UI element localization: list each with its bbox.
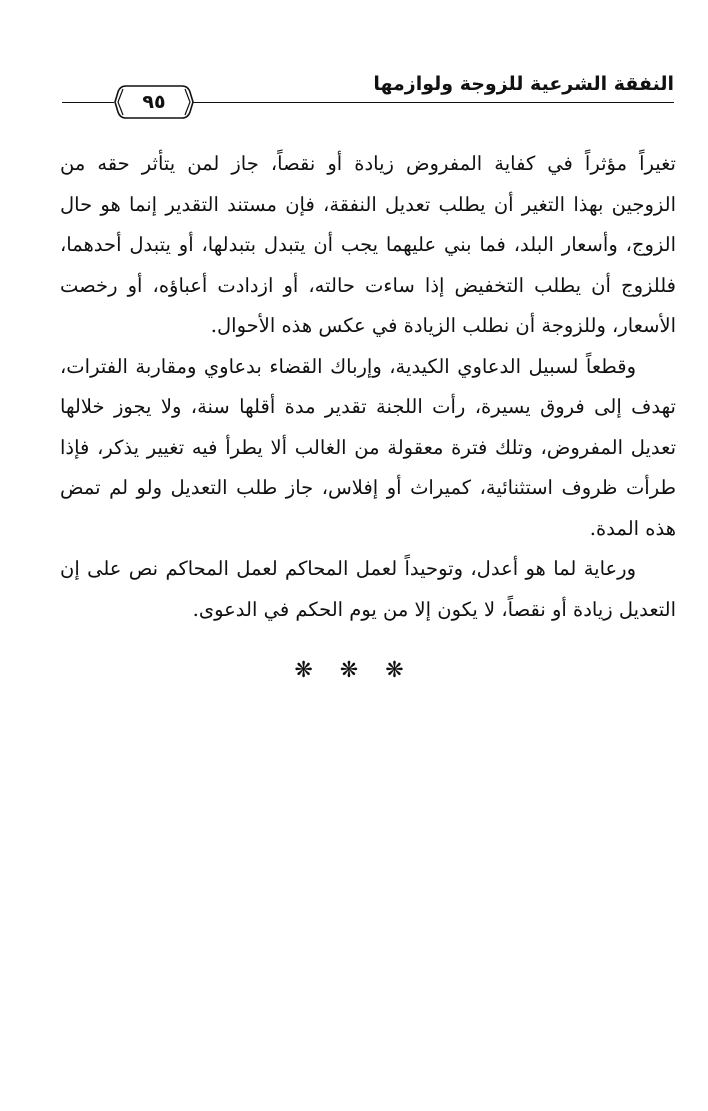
body-text [60,144,676,630]
section-separator: ❋ ❋ ❋ [294,658,414,683]
page-number-frame [114,84,194,120]
running-title: النفقة الشرعية للزوجة ولوازمها [373,73,674,95]
header-rule-left [62,102,114,103]
paragraph-1: تغيراً مؤثراً في كفاية المفروض زيادة أو نقصاً، جاز لمن يتأثر حقه من الزوجين بهذا التغير أن يطلب تعديل النفقة، فإن مستند التقدير إنما هو حال الزوج، وأسعار البلد، فما بني عليهما يجب أن يتبدل بتبدلها، أو يتبدل أحدهما، فللزوج أن يطلب التخفيض إذا ساءت حالته، أو ازدادت أعباؤه، أو رخصت الأسعار، وللزوجة أن نطلب الزيادة في عكس هذه الأحوال. [60,152,676,337]
page-number: ٩٥ [142,91,166,113]
paragraph-3: ورعاية لما هو أعدل، وتوحيداً لعمل المحاكم لعمل المحاكم نص على إن التعديل زيادة أو نقصاً، لا يكون إلا من يوم الحكم في الدعوى. [60,557,676,621]
paragraph-2: وقطعاً لسبيل الدعاوي الكيدية، وإرباك القضاء بدعاوي ومقاربة الفترات، تهدف إلى فروق يسيرة، رأت اللجنة تقدير مدة أقلها سنة، ولا يجوز خلالها تعديل المفروض، وتلك فترة معقولة من الغالب ألا يطرأ فيه تغيير يذكر، فإذا طرأت ظروف استثنائية، كميراث أو إفلاس، جاز طلب التعديل ولو لم تمض هذه المدة. [60,354,676,540]
header-rule [193,102,674,103]
